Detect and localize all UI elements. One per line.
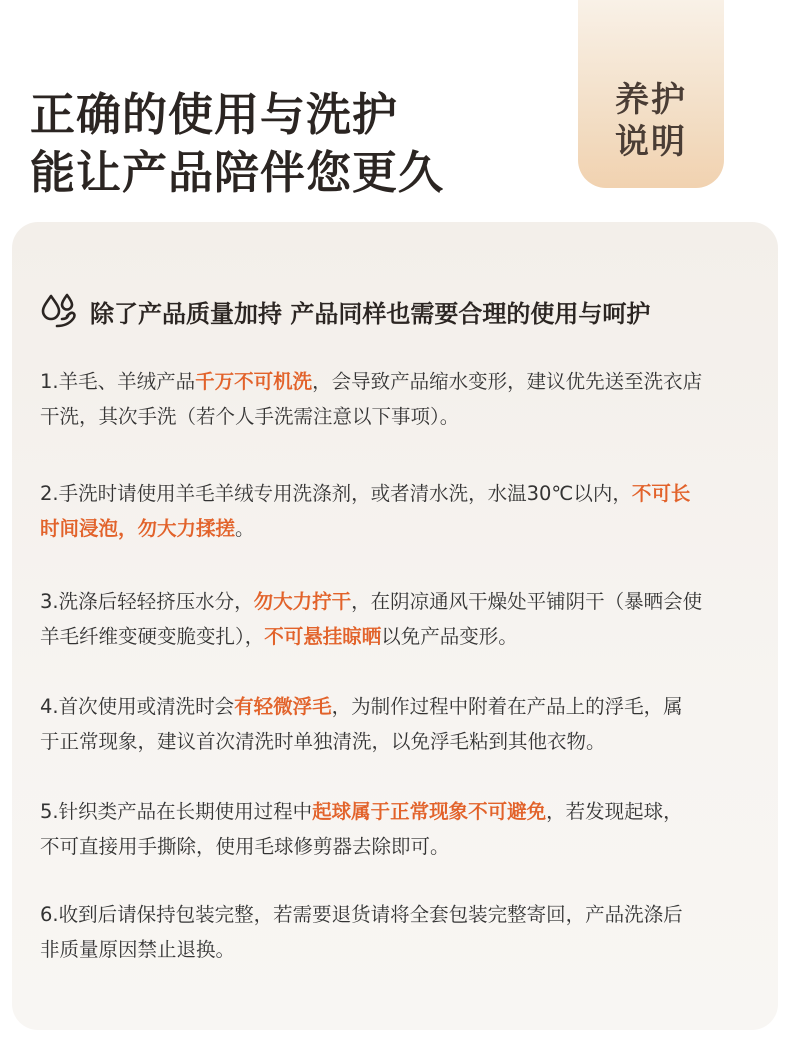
headline-line-1: 正确的使用与洗护: [30, 88, 399, 141]
instruction-item-3: [40, 584, 756, 654]
item-4-text-b: ，为制作过程中附着在产品上的浮毛，属: [331, 695, 683, 718]
item-3-highlight-b: 不可悬挂晾晒: [264, 625, 382, 648]
item-2-highlight-b: 时间浸泡，勿大力揉搓: [40, 517, 236, 540]
instructions-card: [12, 222, 778, 1030]
instruction-item-5: [40, 794, 756, 864]
item-6-line-2: 非质量原因禁止退换。: [40, 938, 236, 961]
item-1-line-2: 干洗，其次手洗（若个人手洗需注意以下事项）。: [40, 405, 460, 428]
page-headline: [30, 86, 444, 202]
item-1-text-b: ，会导致产品缩水变形，建议优先送至洗衣店: [312, 370, 703, 393]
item-5-line-1: [40, 794, 756, 829]
card-title: 除了产品质量加持 产品同样也需要合理的使用与呵护: [90, 299, 651, 328]
care-tag-line-1: 养护: [615, 80, 687, 120]
item-3-text-d: 以免产品变形。: [381, 625, 518, 648]
item-3-text-b: ，在阴凉通风干燥处平铺阴干（暴晒会使: [351, 590, 703, 613]
item-3-line-2: [40, 619, 756, 654]
item-2-text-b: 。: [235, 517, 255, 540]
item-2-line-2: [40, 511, 756, 546]
care-tag: [578, 0, 724, 188]
water-drops-hand-icon: [38, 292, 80, 330]
item-5-text-a: 5.针织类产品在长期使用过程中: [40, 800, 313, 823]
instruction-item-6: [40, 897, 756, 967]
instruction-item-4: [40, 689, 756, 759]
care-tag-line-2: 说明: [615, 122, 687, 162]
instruction-item-2: [40, 476, 756, 546]
item-6-line-1: 6.收到后请保持包装完整，若需要退货请将全套包装完整寄回，产品洗涤后: [40, 903, 683, 926]
item-3-line-1: [40, 584, 756, 619]
item-4-text-a: 4.首次使用或清洗时会: [40, 695, 235, 718]
item-3-highlight-a: 勿大力拧干: [253, 590, 352, 613]
item-1-line-1: [40, 364, 756, 399]
item-5-text-b: ，若发现起球，: [546, 800, 683, 823]
item-4-line-2: 于正常现象，建议首次清洗时单独清洗，以免浮毛粘到其他衣物。: [40, 730, 606, 753]
item-5-highlight: 起球属于正常现象不可避免: [312, 800, 547, 823]
item-2-line-1: [40, 476, 756, 511]
item-5-line-2: 不可直接用手撕除，使用毛球修剪器去除即可。: [40, 835, 450, 858]
item-1-highlight: 千万不可机洗: [195, 370, 313, 393]
item-4-line-1: [40, 689, 756, 724]
item-2-highlight-a: 不可长: [631, 482, 691, 505]
headline-line-2: 能让产品陪伴您更久: [30, 146, 445, 199]
instruction-item-1: [40, 364, 756, 434]
item-2-text-a: 2.手洗时请使用羊毛羊绒专用洗涤剂，或者清水洗，水温30℃以内，: [40, 482, 632, 505]
item-3-text-c: 羊毛纤维变硬变脆变扎），: [40, 625, 265, 648]
item-4-highlight: 有轻微浮毛: [234, 695, 332, 718]
item-1-text-a: 1.羊毛、羊绒产品: [40, 370, 196, 393]
card-header: [38, 292, 650, 330]
item-3-text-a: 3.洗涤后轻轻挤压水分，: [40, 590, 254, 613]
